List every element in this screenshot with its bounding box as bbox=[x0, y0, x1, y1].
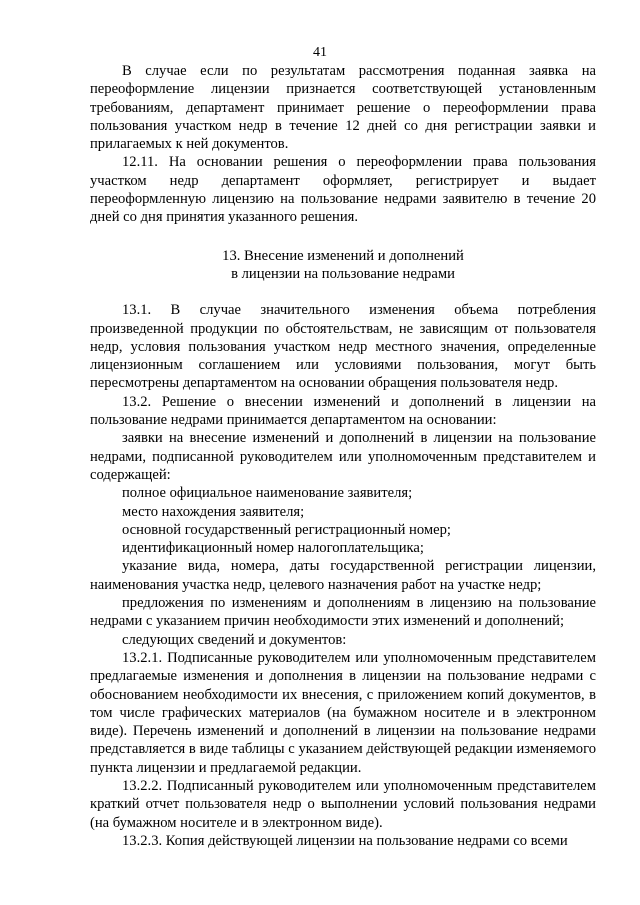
section-heading-line-2: в лицензии на пользование недрами bbox=[231, 265, 455, 282]
paragraph-12-11: 12.11. На основании решения о переоформлении права пользования участком недр департамент оформляет, регистрирует и выдает переоформленную лицензию на пользование недрами заявителю в течение 20 дней со дня принятия указанного решения. bbox=[90, 154, 596, 226]
list-item-inn: идентификационный номер налогоплательщика; bbox=[122, 540, 424, 557]
paragraph-13-2: 13.2. Решение о внесении изменений и дополнений в лицензии на пользование недрами принимается департаментом на основании: bbox=[90, 393, 596, 429]
paragraph-13-1: 13.1. В случае значительного изменения объема потребления произведенной продукции по обстоятельствам, не зависящим от пользователя недр, условия пользования участком недр местного значения, определенные лицензионным соглашением или условиями пользования, могут быть пересмотрены департаментом на основании обращения пользователя недр. bbox=[90, 302, 596, 392]
list-item-applicant-location: место нахождения заявителя; bbox=[122, 503, 305, 520]
document-body bbox=[90, 62, 596, 850]
paragraph-application: заявки на внесение изменений и дополнений в лицензии на пользование недрами, подписанной руководителем или уполномоченным представителем и содержащей: bbox=[90, 430, 596, 483]
list-item-proposals: предложения по изменениям и дополнениям в лицензию на пользование недрами с указанием причин необходимости этих изменений и дополнений; bbox=[90, 595, 596, 630]
list-item-ogrn: основной государственный регистрационный номер; bbox=[122, 521, 451, 538]
list-item-license-details: указание вида, номера, даты государственной регистрации лицензии, наименования участка недр, целевого назначения работ на участке недр; bbox=[90, 558, 596, 593]
list-item-applicant-name: полное официальное наименование заявителя; bbox=[122, 485, 413, 502]
paragraph-reissue-decision: В случае если по результатам рассмотрения поданная заявка на переоформление лицензии признается соответствующей установленным требованиям, департамент принимает решение о переоформлении права пользования участком недр в течение 12 дней со дня регистрации заявки и прилагаемых к ней документов. bbox=[90, 63, 596, 153]
section-heading bbox=[90, 247, 596, 284]
section-heading-line-1: 13. Внесение изменений и дополнений bbox=[222, 247, 464, 264]
paragraph-13-2-3: 13.2.3. Копия действующей лицензии на пользование недрами со всеми bbox=[122, 832, 568, 849]
paragraph-13-2-2: 13.2.2. Подписанный руководителем или уполномоченным представителем краткий отчет пользователя недр о выполнении условий пользования недрами (на бумажном носителе и в электронном виде). bbox=[90, 777, 596, 831]
paragraph-13-2-1: 13.2.1. Подписанные руководителем или уполномоченным представителем предлагаемые изменения и дополнения в лицензии на пользование недрами с обоснованием необходимости их внесения, с приложением копий документов, в том числе графических материалов (на бумажном носителе и в электронном виде). Перечень изменений и дополнений в лицензии на пользование недрами представляется в виде таблицы с указанием действующей редакции изменяемого пункта лицензии и предлагаемой редакции. bbox=[90, 649, 596, 776]
page-number: 41 bbox=[313, 45, 327, 60]
list-item-documents: следующих сведений и документов: bbox=[122, 631, 347, 648]
